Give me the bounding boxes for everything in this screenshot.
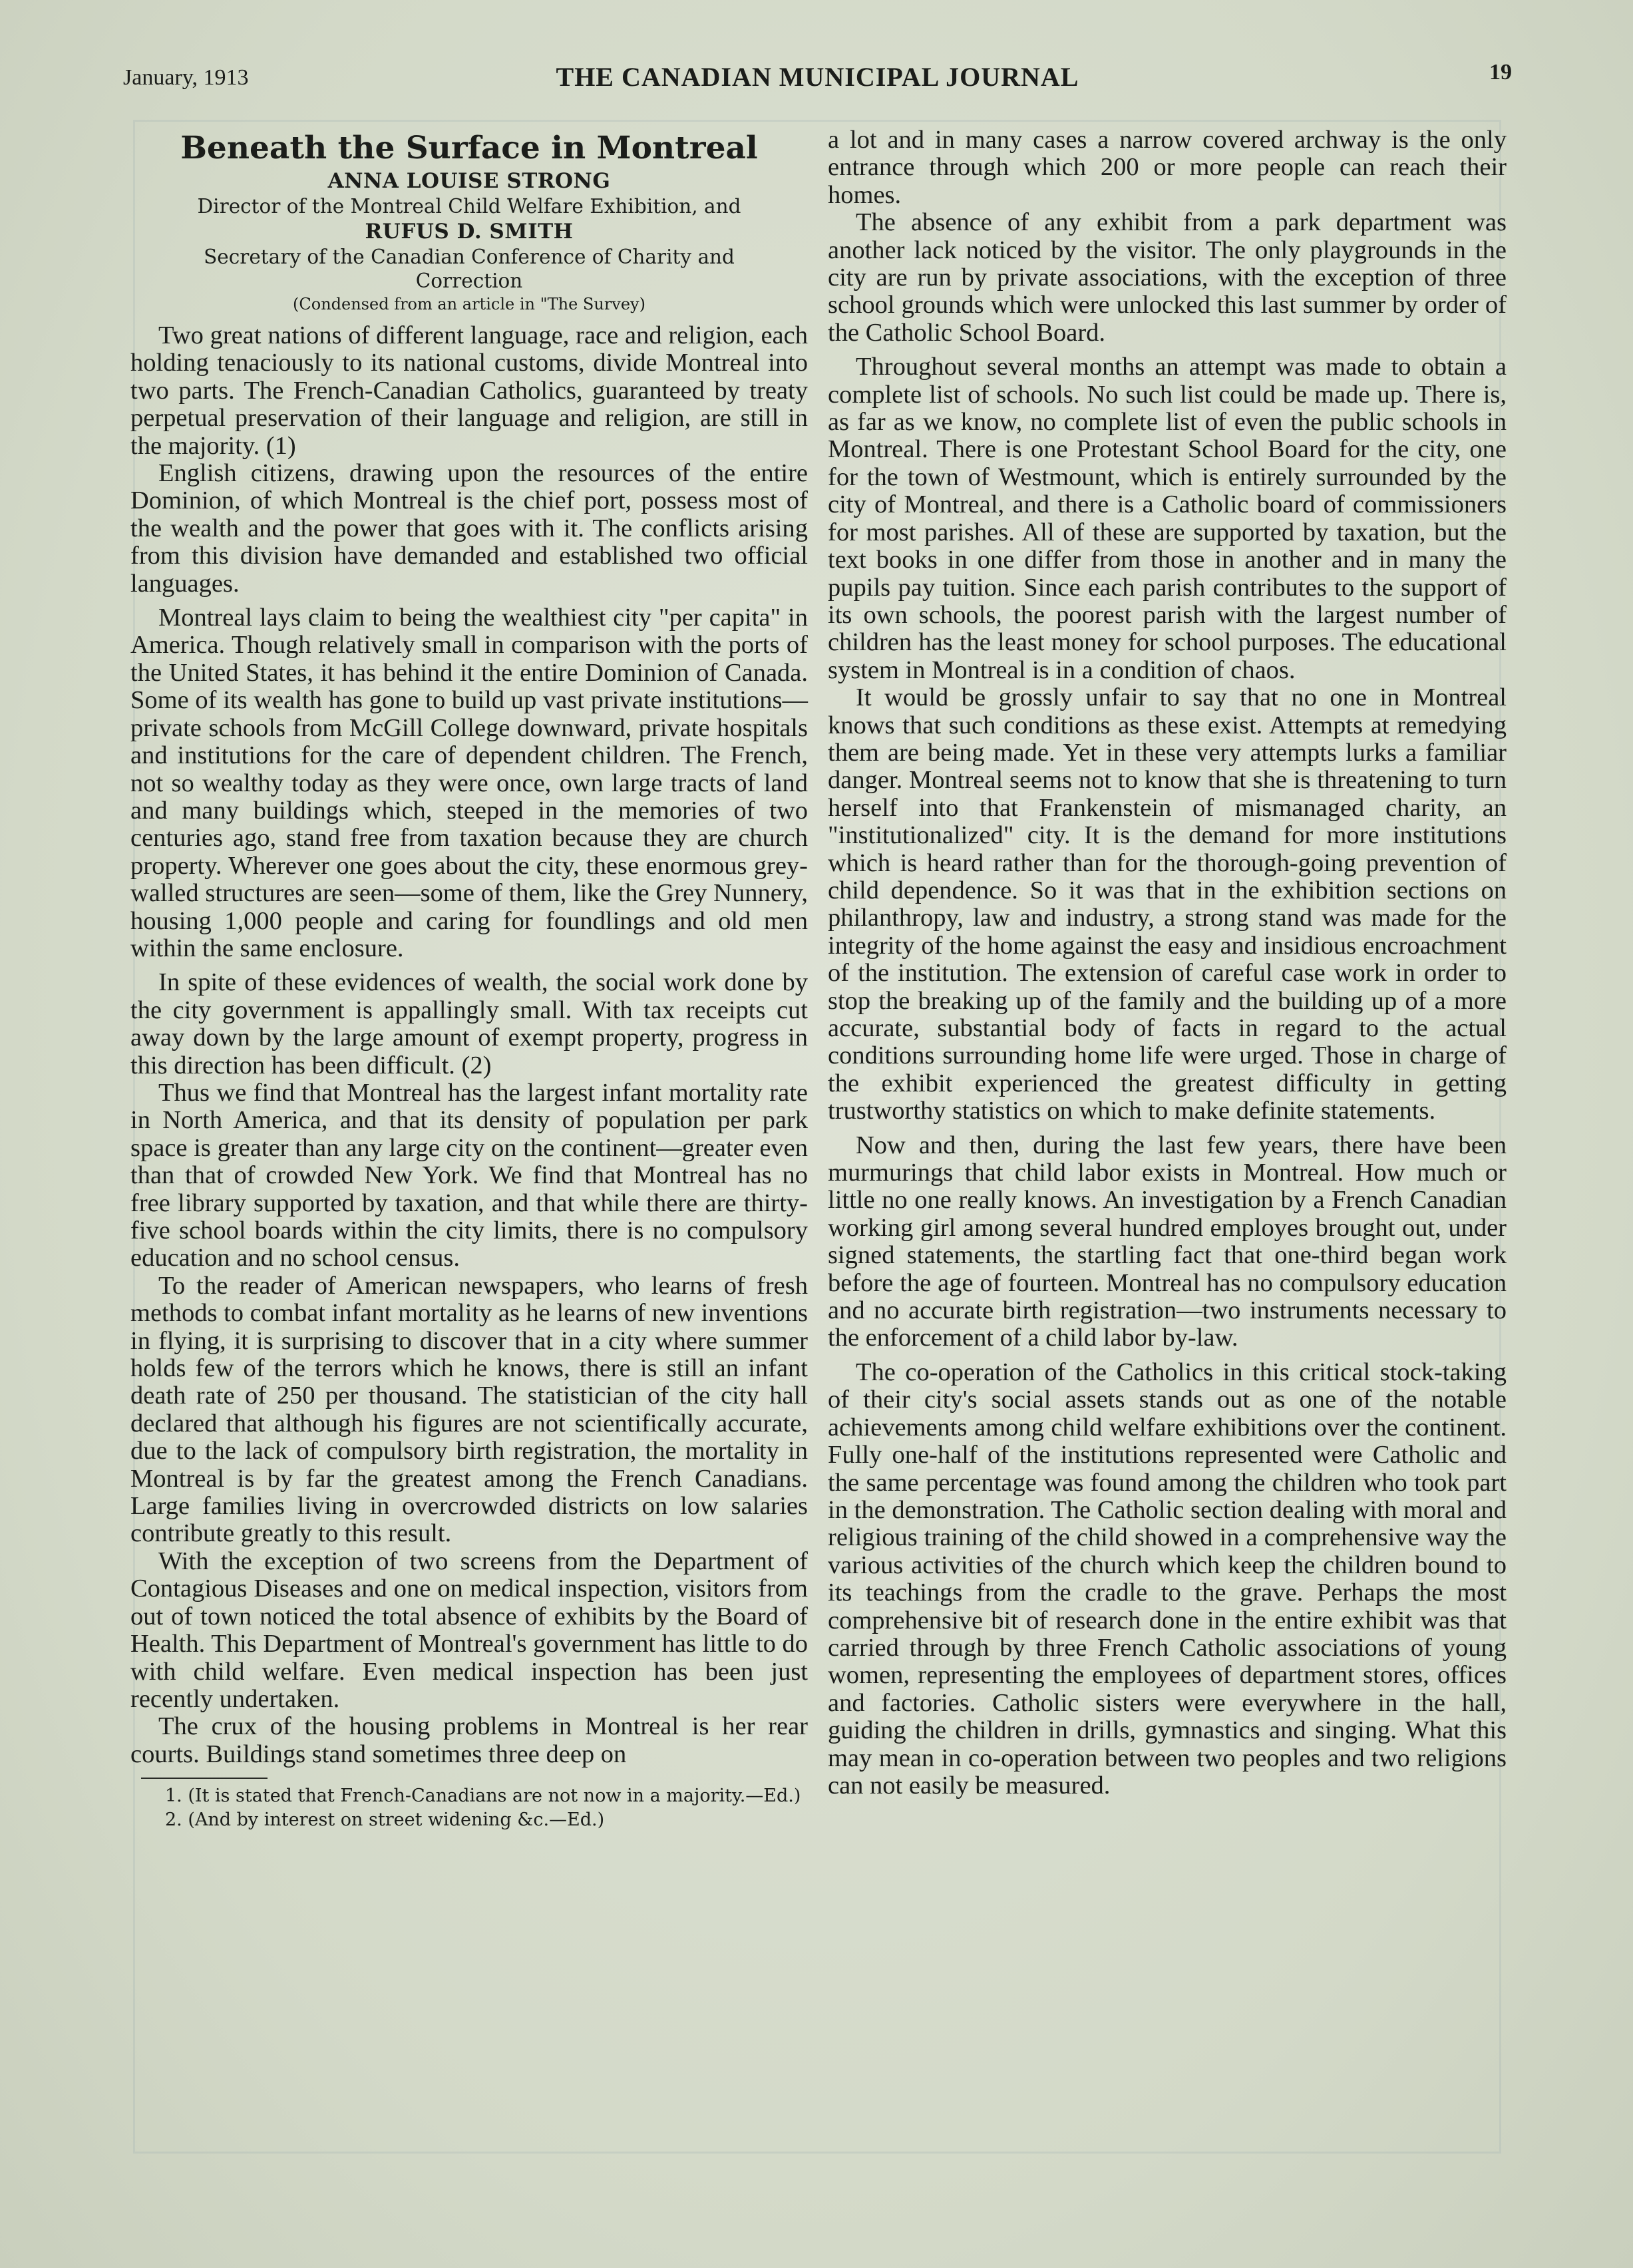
footnote-2: 2. (And by interest on street widening &c.—Ed.) <box>165 1809 605 1831</box>
paragraph: Now and then, during the last few years, there have been murmurings that child labor exists in Montreal. How much or little no one really knows. An investigation by a French Canadian working girl among several hundred employes brought out, under signed statements, the startling fact that one-third began work before the age of fourteen. Montreal has no compulsory education and no accurate birth registration—two instruments necessary to the enforcement of a child labor by-law. <box>828 1131 1507 1352</box>
paragraph: In spite of these evidences of wealth, the social work done by the city government is appallingly small. With tax receipts cut away down by the large amount of exempt property, progress in this direction has been difficult. (2) <box>130 968 808 1079</box>
paragraph: To the reader of American newspapers, who learns of fresh methods to combat infant mortality as he learns of new inventions in flying, it is surprising to discover that in a city where summer holds few of the terrors which he knows, there is still an infant death rate of 250 per thousand. The statistician of the city hall declared that although his figures are not scientifically accurate, due to the lack of compulsory birth registration, the mortality in Montreal is by far the greatest among the French Canadians. Large families living in overcrowded districts on low salaries contribute greatly to this result. <box>130 1271 808 1548</box>
source-note: (Condensed from an article in "The Survey) <box>293 295 645 313</box>
paragraph: Two great nations of different language, race and religion, each holding tenaciously to its national customs, divide Montreal into two parts. The French-Canadian Catholics, guaranteed by treaty perpetual preservation of their language and religion, are still in the majority. (1) <box>130 321 808 460</box>
paragraph: Thus we find that Montreal has the largest infant mortality rate in North America, and that its density of population per park space is greater than any large city on the continent—greater even than that of crowded New York. We find that Montreal has no free library supported by taxation, and that while there are thirty-five school boards within the city limits, there is no compulsory education and no school census. <box>130 1078 808 1272</box>
journal-title: THE CANADIAN MUNICIPAL JOURNAL <box>556 62 1079 92</box>
paragraph: The co-operation of the Catholics in this critical stock-taking of their city's social assets stands out as one of the notable achievements among child welfare exhibitions over the continent. Fully one-half of the institutions represented were Catholic and the same percentage was found among the children who took part in the demonstration. The Catholic section dealing with moral and religious training of the child showed in a comprehensive way the various activities of the church which keep the children bound to its teachings from the cradle to the grave. Perhaps the most comprehensive bit of research done in the entire exhibit was that carried through by three French Catholic associations of young women, representing the employees of department stores, offices and factories. Catholic sisters were everywhere in the hall, guiding the children in drills, gymnastics and singing. What this may mean in co-operation between two peoples and two religions can not easily be measured. <box>828 1358 1507 1799</box>
paragraph: It would be grossly unfair to say that no one in Montreal knows that such conditions as these exist. Attempts at remedying them are being made. Yet in these very attempts lurks a familiar danger. Montreal seems not to know that she is threatening to turn herself into that Frankenstein of mismanaged charity, an "institutionalized" city. It is the demand for more institutions which is heard rather than for the thorough-going prevention of child dependence. So it was that in the exhibition sections on philanthropy, law and industry, a strong stand was made for the integrity of the home against the easy and insidious encroachment of the institution. The extension of careful case work in order to stop the breaking up of the family and the building up of a more accurate, substantial body of facts in regard to the actual conditions surrounding home life were urged. Those in charge of the exhibit experienced the greatest difficulty in getting trustworthy statistics on which to make definite statements. <box>828 683 1507 1125</box>
author-2: RUFUS D. SMITH <box>365 220 574 244</box>
paragraph: Throughout several months an attempt was made to obtain a complete list of schools. No such list could be made up. There is, as far as we know, no complete list of even the public schools in Montreal. There is one Protestant School Board for the city, one for the town of Westmount, which is entirely surrounded by the city of Montreal, and there is a Catholic board of commissioners for most parishes. All of these are supported by taxation, but the text books in one differ from those in another and in many the pupils pay tuition. Since each parish contributes to the support of its own schools, the poorest parish with the largest number of children has the least money for school purposes. The educational system in Montreal is in a condition of chaos. <box>828 353 1507 684</box>
right-column <box>828 126 1507 1799</box>
paragraph: Montreal lays claim to being the wealthiest city "per capita" in America. Though relatively small in comparison with the ports of the United States, it has behind it the entire Dominion of Canada. Some of its wealth has gone to build up vast private institutions—private schools from McGill College downward, private hospitals and institutions for the care of dependent children. The French, not so wealthy today as they were once, own large tracts of land and many buildings which, steeped in the memories of two centuries ago, stand free from taxation because they are church property. Wherever one goes about the city, these enormous grey-walled structures are seen—some of them, like the Grey Nunnery, housing 1,000 people and caring for foundlings and old men within the same enclosure. <box>130 604 808 962</box>
author-1-role: Director of the Montreal Child Welfare Exhibition, and <box>197 195 741 218</box>
footnote-1: 1. (It is stated that French-Canadians are not now in a majority.—Ed.) <box>165 1786 801 1807</box>
paragraph: English citizens, drawing upon the resources of the entire Dominion, of which Montreal is the chief port, possess most of the wealth and the power that goes with it. The conflicts arising from this division have demanded and established two official languages. <box>130 459 808 598</box>
author-1: ANNA LOUISE STRONG <box>327 169 611 193</box>
paragraph: With the exception of two screens from the Department of Contagious Diseases and one on medical inspection, visitors from out of town noticed the total absence of exhibits by the Board of Health. This Department of Montreal's government has little to do with child welfare. Even medical inspection has been just recently undertaken. <box>130 1547 808 1713</box>
issue-date: January, 1913 <box>123 65 249 90</box>
paragraph: a lot and in many cases a narrow covered archway is the only entrance through which 200 or more people can reach their homes. <box>828 126 1507 209</box>
paragraph: The crux of the housing problems in Montreal is her rear courts. Buildings stand sometimes three deep on <box>130 1712 808 1768</box>
page-number: 19 <box>1489 60 1512 85</box>
article-title: Beneath the Surface in Montreal <box>180 130 758 166</box>
running-head <box>123 59 1512 98</box>
author-2-role: Secretary of the Canadian Conference of Charity and Correction <box>204 246 735 292</box>
footnote-rule <box>141 1778 268 1779</box>
paragraph: The absence of any exhibit from a park department was another lack noticed by the visitor. The only playgrounds in the city are run by private associations, with the exception of three school grounds which were unlocked this last summer by order of the Catholic School Board. <box>828 208 1507 347</box>
left-column <box>130 126 808 1832</box>
